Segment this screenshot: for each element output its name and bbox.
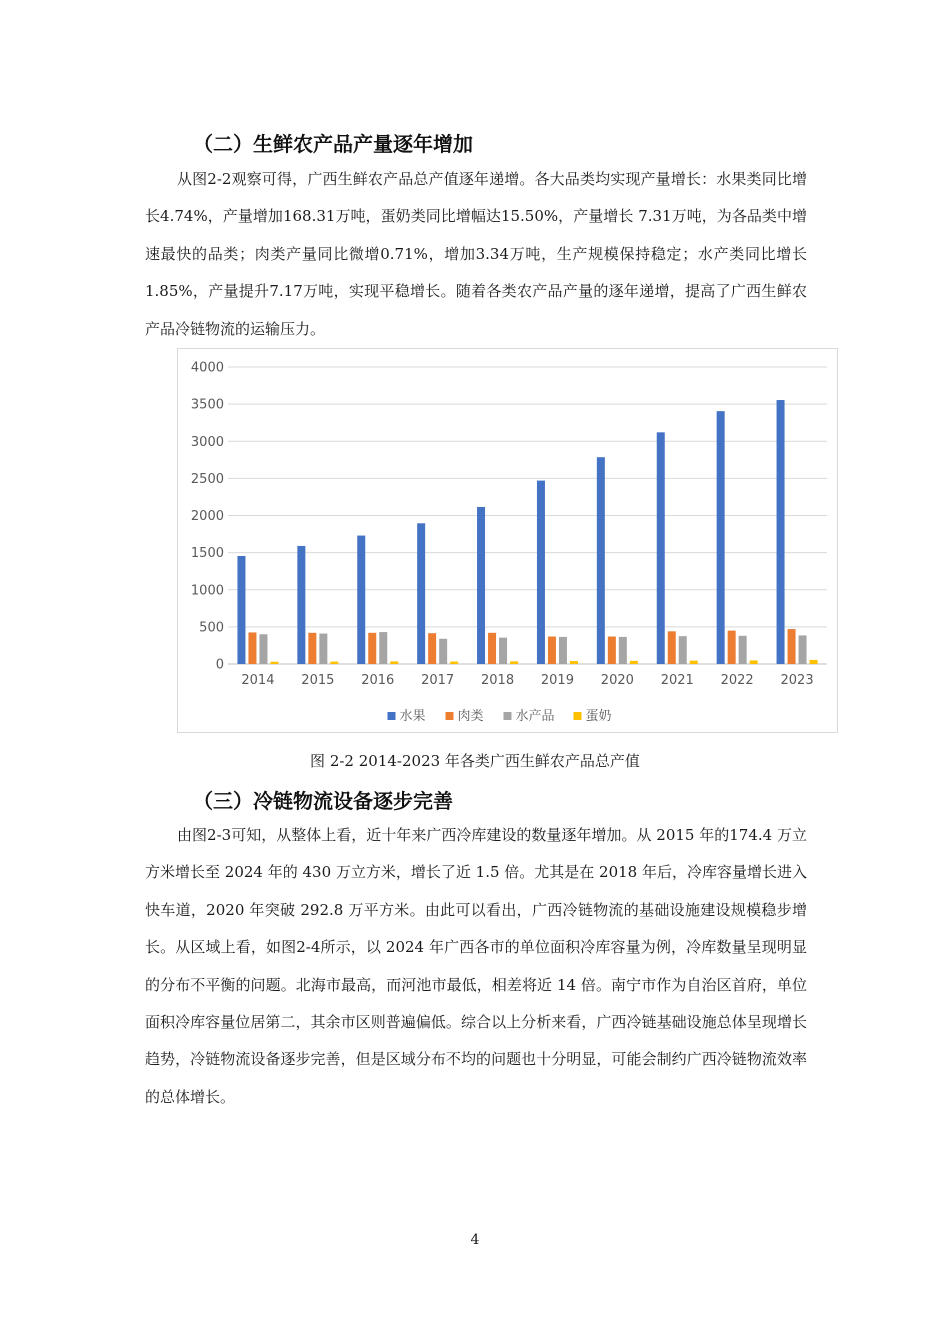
bar xyxy=(619,637,627,664)
x-tick-label: 2022 xyxy=(720,673,754,688)
bar xyxy=(379,632,387,664)
y-tick-label: 0 xyxy=(215,657,224,673)
legend-label: 肉类 xyxy=(457,709,484,724)
bar xyxy=(259,634,267,664)
bar xyxy=(739,636,747,664)
y-tick-label: 3000 xyxy=(190,434,224,450)
x-tick-label: 2021 xyxy=(660,673,694,688)
bar xyxy=(248,632,256,664)
bar xyxy=(428,633,436,664)
section-heading-2: （二）生鲜农产品产量逐年增加 xyxy=(193,132,473,156)
y-tick-label: 1500 xyxy=(190,546,224,562)
y-tick-label: 1000 xyxy=(190,583,224,599)
legend-swatch xyxy=(446,712,454,720)
legend-label: 水果 xyxy=(399,709,426,724)
x-tick-label: 2017 xyxy=(421,673,455,688)
bar xyxy=(668,631,676,664)
bar xyxy=(750,660,758,664)
bar xyxy=(777,400,785,664)
bar xyxy=(728,631,736,664)
bar xyxy=(439,639,447,664)
section-paragraph-2: 从图2-2观察可得，广西生鲜农产品总产值逐年递增。各大品类均实现产量增长：水果类同比增长4.74%，产量增加168.31万吨，蛋奶类同比增幅达15.50%，产量增长 7.31万吨，为各品类中增速最快的品类；肉类产量同比微增0.71%，增加3.34万吨，生产规模保持稳定；水产类同比增长1.85%，产量提升7.17万吨，实现平稳增长。随着各类农产品产量的逐年递增，提高了广西生鲜农产品冷链物流的运输压力。 xyxy=(145,170,807,338)
legend-label: 蛋奶 xyxy=(585,709,612,724)
x-tick-label: 2019 xyxy=(540,673,574,688)
bar xyxy=(417,523,425,664)
bar xyxy=(297,546,305,664)
legend-label: 水产品 xyxy=(515,709,555,724)
x-tick-label: 2023 xyxy=(780,673,814,688)
x-tick-label: 2015 xyxy=(301,673,335,688)
bar xyxy=(788,629,796,664)
y-tick-label: 3500 xyxy=(190,397,224,413)
bar xyxy=(570,661,578,664)
x-tick-label: 2018 xyxy=(481,673,515,688)
x-tick-label: 2016 xyxy=(361,673,395,688)
bar xyxy=(477,507,485,664)
y-tick-label: 2000 xyxy=(190,509,224,524)
section-paragraph-3: 由图2-3可知，从整体上看，近十年来广西冷库建设的数量逐年增加。从 2015 年的174.4 万立方米增长至 2024 年的 430 万立方米，增长了近 1.5 倍。尤其是在 2018 年后，冷库容量增长进入快车道，2020 年突破 292.8 万平方米。由此可以看出，广西冷链物流的基础设施建设规模稳步增长。从区域上看，如图2-4所示，以 2024 年广西各市的单位面积冷库容量为例，冷库数量呈现明显的分布不平衡的问题。北海市最高，而河池市最低，相差将近 14 倍。南宁市作为自治区首府，单位面积冷库容量位居第二，其余市区则普遍偏低。综合以上分析来看，广西冷链基础设施总体呈现增长趋势，冷链物流设备逐步完善，但是区域分布不均的问题也十分明显，可能会制约广西冷链物流效率的总体增长。 xyxy=(145,826,807,1106)
bar xyxy=(799,635,807,664)
y-tick-label: 4000 xyxy=(190,360,224,376)
bar xyxy=(537,481,545,664)
legend-swatch xyxy=(388,712,396,720)
x-tick-label: 2014 xyxy=(241,673,275,688)
bar xyxy=(657,432,665,664)
y-tick-label: 500 xyxy=(199,620,224,636)
x-tick-label: 2020 xyxy=(600,673,634,688)
bar xyxy=(597,457,605,664)
bar xyxy=(548,637,556,664)
bar xyxy=(270,662,278,664)
chart-canvas xyxy=(178,349,839,734)
legend-swatch xyxy=(504,712,512,720)
bar xyxy=(679,636,687,664)
bar xyxy=(450,662,458,664)
page-number: 4 xyxy=(470,1232,480,1248)
bar-chart xyxy=(177,348,838,733)
bar xyxy=(330,662,338,664)
bar xyxy=(390,661,398,664)
bar xyxy=(690,661,698,664)
bar xyxy=(559,637,567,664)
bar xyxy=(368,633,376,664)
bar xyxy=(357,536,365,664)
bar xyxy=(319,634,327,664)
bar xyxy=(630,661,638,664)
bar xyxy=(499,638,507,664)
bar xyxy=(717,411,725,664)
y-tick-label: 2500 xyxy=(190,471,224,487)
bar xyxy=(810,660,818,664)
section-heading-3: （三）冷链物流设备逐步完善 xyxy=(193,789,453,813)
bar xyxy=(237,556,245,664)
figure-caption: 图 2-2 2014-2023 年各类广西生鲜农产品总产值 xyxy=(310,752,640,770)
legend-swatch xyxy=(574,712,582,720)
bar xyxy=(510,661,518,664)
bar xyxy=(308,633,316,664)
bar xyxy=(488,633,496,664)
bar xyxy=(608,637,616,664)
